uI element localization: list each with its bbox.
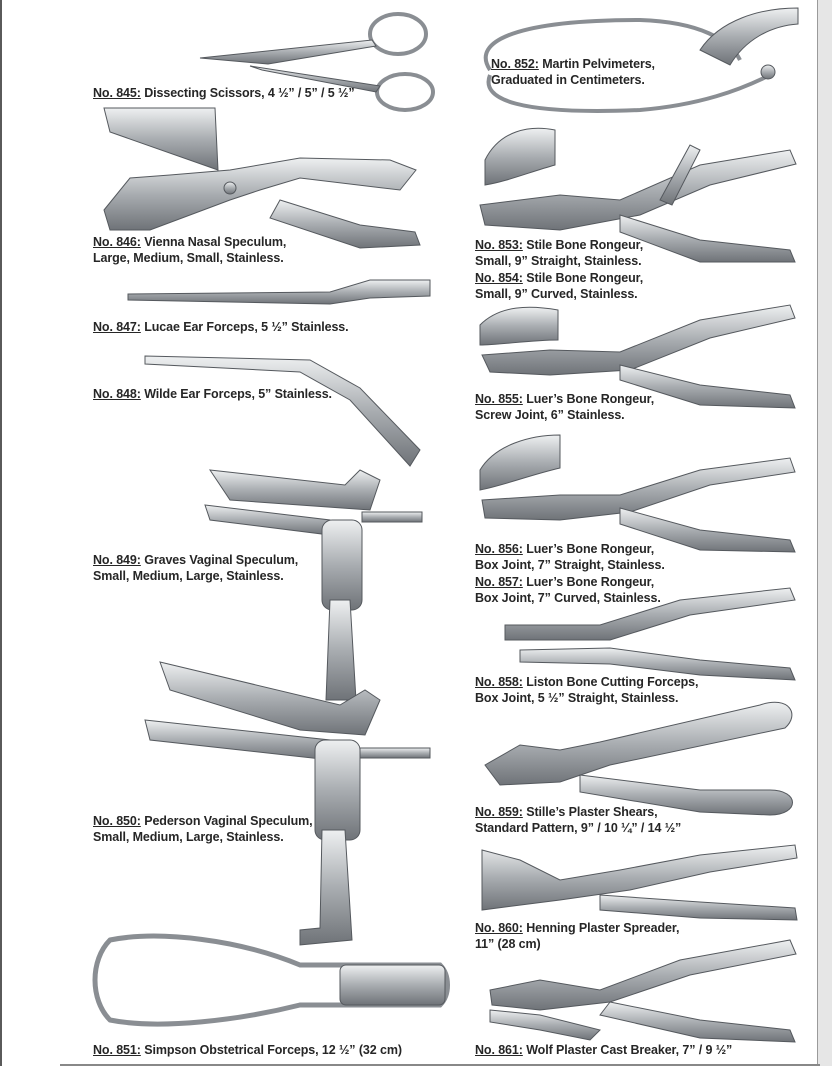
item-description-line2: Box Joint, 7” Curved, Stainless. — [475, 591, 661, 605]
item-description-line2: Small, 9” Straight, Stainless. — [475, 254, 642, 268]
item-description-line2: Box Joint, 5 ½” Straight, Stainless. — [475, 691, 679, 705]
item-description: Simpson Obstetrical Forceps, 12 ½” (32 cm) — [144, 1043, 402, 1057]
item-number: No. 847: — [93, 320, 141, 334]
breaker-861-image — [490, 940, 796, 1042]
item-number: No. 856: — [475, 542, 523, 556]
item-847-caption — [93, 319, 349, 335]
item-846-caption — [93, 234, 286, 266]
item-851-caption — [93, 1042, 402, 1058]
item-description-line2: Standard Pattern, 9” / 10 ¼” / 14 ½” — [475, 821, 682, 835]
item-description: Lucae Ear Forceps, 5 ½” Stainless. — [144, 320, 349, 334]
item-number: No. 852: — [491, 57, 539, 71]
forceps-851-image — [95, 936, 448, 1024]
item-848-caption — [93, 386, 332, 402]
item-description-line2: 11” (28 cm) — [475, 937, 541, 951]
item-description: Graves Vaginal Speculum, — [144, 553, 299, 567]
item-849-caption — [93, 552, 298, 584]
item-number: No. 848: — [93, 387, 141, 401]
item-description-line2: Screw Joint, 6” Stainless. — [475, 408, 625, 422]
item-861-caption — [475, 1042, 732, 1058]
item-number: No. 855: — [475, 392, 523, 406]
item-number: No. 861: — [475, 1043, 523, 1057]
item-845-caption — [93, 85, 355, 101]
spreader-860-image — [482, 845, 797, 920]
item-855-caption — [475, 391, 654, 423]
item-856-caption — [475, 541, 665, 573]
item-description-line2: Graduated in Centimeters. — [491, 73, 645, 87]
item-853-caption — [475, 237, 643, 269]
item-number: No. 857: — [475, 575, 523, 589]
item-description-line2: Small, Medium, Large, Stainless. — [93, 830, 284, 844]
item-number: No. 854: — [475, 271, 523, 285]
item-number: No. 860: — [475, 921, 523, 935]
item-description: Dissecting Scissors, 4 ½” / 5” / 5 ½” — [144, 86, 355, 100]
item-description: Pederson Vaginal Speculum, — [144, 814, 313, 828]
speculum-846-image — [104, 108, 420, 248]
item-857-caption — [475, 574, 661, 606]
item-description: Wolf Plaster Cast Breaker, 7” / 9 ½” — [526, 1043, 733, 1057]
item-number: No. 858: — [475, 675, 523, 689]
forceps-848-image — [145, 356, 420, 466]
item-description: Martin Pelvimeters, — [542, 57, 655, 71]
item-860-caption — [475, 920, 679, 952]
item-858-caption — [475, 674, 698, 706]
item-854-caption — [475, 270, 643, 302]
item-number: No. 851: — [93, 1043, 141, 1057]
item-description-line2: Box Joint, 7” Straight, Stainless. — [475, 558, 665, 572]
item-description: Wilde Ear Forceps, 5” Stainless. — [144, 387, 332, 401]
rongeur-856-image — [480, 435, 795, 552]
item-description: Luer’s Bone Rongeur, — [526, 542, 655, 556]
item-number: No. 849: — [93, 553, 141, 567]
shears-859-image — [485, 702, 793, 815]
speculum-849-image — [205, 470, 422, 700]
item-852-caption — [491, 56, 655, 88]
item-number: No. 846: — [93, 235, 141, 249]
speculum-850-image — [145, 662, 430, 945]
item-description: Stile Bone Rongeur, — [526, 271, 644, 285]
item-number: No. 853: — [475, 238, 523, 252]
item-description-line2: Small, Medium, Large, Stainless. — [93, 569, 284, 583]
item-description: Luer’s Bone Rongeur, — [526, 575, 655, 589]
item-850-caption — [93, 813, 313, 845]
forceps-847-image — [128, 280, 430, 304]
item-description: Liston Bone Cutting Forceps, — [526, 675, 699, 689]
item-description: Henning Plaster Spreader, — [526, 921, 680, 935]
item-description: Stille’s Plaster Shears, — [526, 805, 658, 819]
item-number: No. 845: — [93, 86, 141, 100]
item-number: No. 850: — [93, 814, 141, 828]
item-description: Luer’s Bone Rongeur, — [526, 392, 655, 406]
item-859-caption — [475, 804, 681, 836]
item-number: No. 859: — [475, 805, 523, 819]
item-description-line2: Small, 9” Curved, Stainless. — [475, 287, 638, 301]
item-description-line2: Large, Medium, Small, Stainless. — [93, 251, 284, 265]
item-description: Vienna Nasal Speculum, — [144, 235, 287, 249]
item-description: Stile Bone Rongeur, — [526, 238, 644, 252]
